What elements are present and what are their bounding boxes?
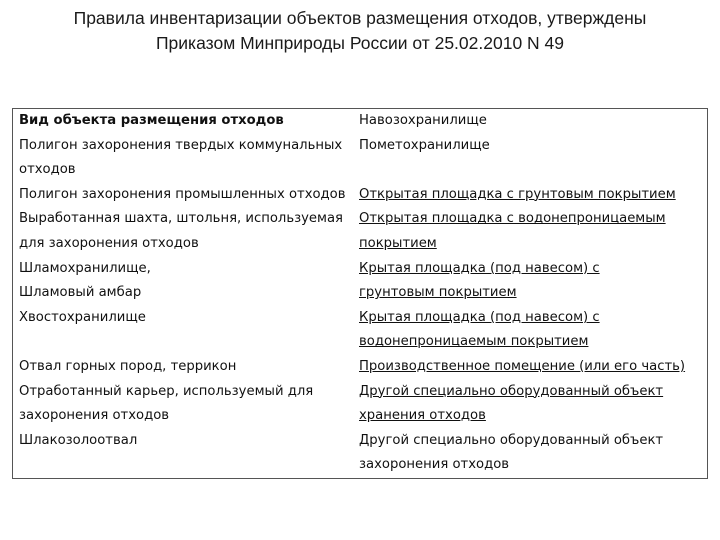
table-cell-right: Производственное помещение (или его часть)	[359, 358, 686, 374]
table-cell-left: Шламохранилище,	[19, 260, 151, 276]
waste-objects-table	[12, 108, 708, 479]
table-cell-right: Открытая площадка с грунтовым покрытием	[359, 186, 676, 202]
table-cell-right: Другой специально оборудованный объект хранения отходов	[359, 383, 664, 424]
table-row	[13, 306, 708, 355]
table-row	[13, 355, 708, 380]
title-line-1: Правила инвентаризации объектов размещения отходов, утверждены	[73, 8, 647, 28]
table-row	[13, 281, 708, 306]
table-cell-right: Крытая площадка (под навесом) с водонепроницаемым покрытием	[359, 309, 600, 350]
table-cell-right: Навозохранилище	[359, 113, 487, 128]
table-row	[13, 257, 708, 282]
table-cell-right: Пометохранилище	[359, 137, 490, 153]
table-cell-left: Отвал горных пород, террикон	[19, 358, 237, 374]
table-row	[13, 207, 708, 256]
table-cell-right: Другой специально оборудованный объект захоронения отходов	[359, 432, 664, 473]
table-row	[13, 109, 708, 134]
table-cell-left: Полигон захоронения твердых коммунальных отходов	[19, 137, 343, 178]
table-row	[13, 429, 708, 479]
table-row	[13, 183, 708, 208]
table-cell-left: Выработанная шахта, штольня, используемая для захоронения отходов	[19, 211, 343, 251]
page-title	[0, 6, 720, 56]
table-cell-left: Полигон захоронения промышленных отходов	[19, 186, 346, 202]
table-cell-left: Вид объекта размещения отходов	[19, 113, 284, 128]
table-cell-right: грунтовым покрытием	[359, 285, 517, 301]
table-cell-right: Открытая площадка с водонепроницаемым покрытием	[359, 211, 666, 251]
table-cell-right: Крытая площадка (под навесом) с	[359, 260, 600, 276]
table-cell-left: Шламовый амбар	[19, 285, 142, 301]
title-line-2: Приказом Минприроды России от 25.02.2010 N 49	[155, 33, 565, 53]
table-cell-left: Хвостохранилище	[19, 309, 146, 325]
table-cell-left: Шлакозолоотвал	[19, 432, 138, 448]
table-cell-left: Отработанный карьер, используемый для захоронения отходов	[19, 383, 314, 424]
table-row	[13, 380, 708, 429]
table-row	[13, 134, 708, 183]
